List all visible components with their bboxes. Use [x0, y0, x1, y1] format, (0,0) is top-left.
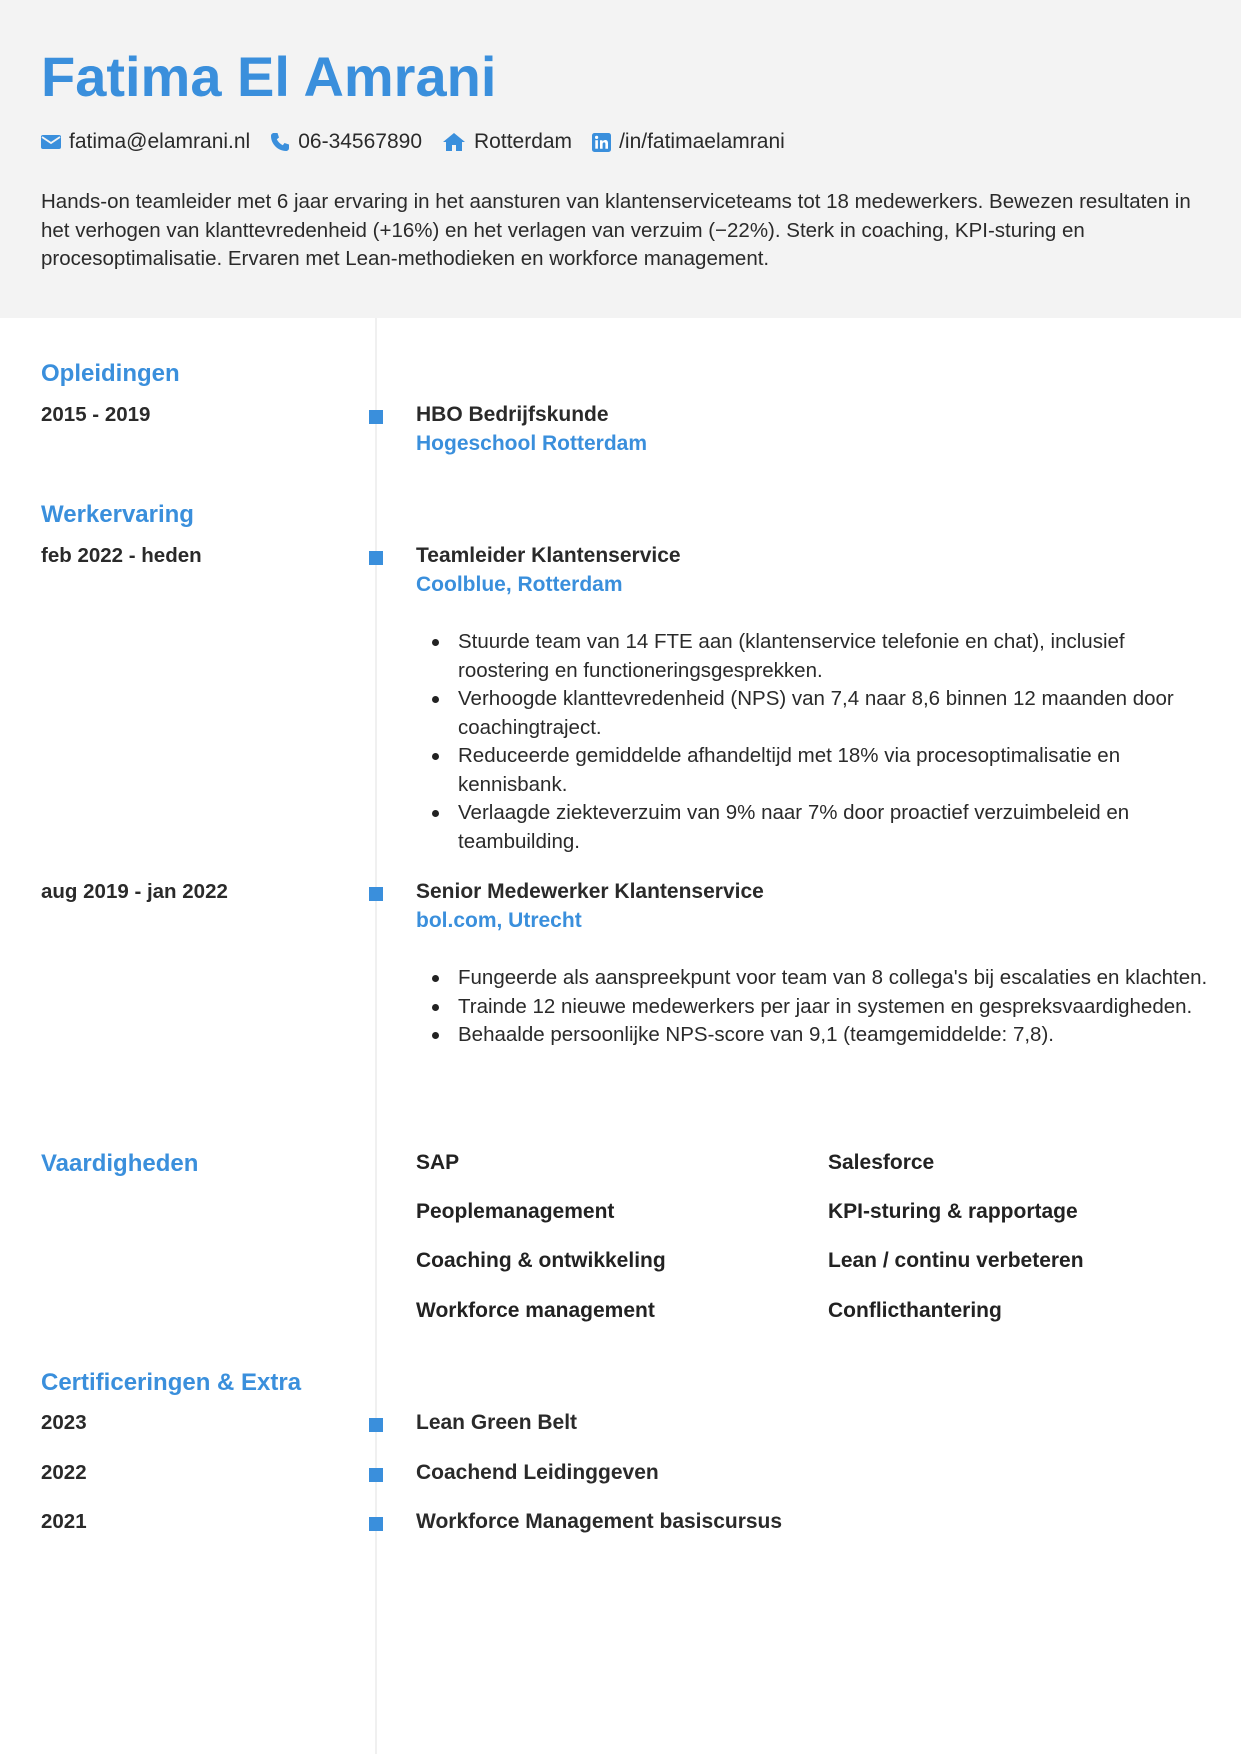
candidate-name: Fatima El Amrani: [41, 45, 497, 108]
section-title-certifications: Certificeringen & Extra: [41, 1369, 302, 1396]
certification-title: Lean Green Belt: [416, 1411, 578, 1434]
education-institution: Hogeschool Rotterdam: [416, 432, 648, 455]
contact-email[interactable]: [41, 130, 250, 154]
home-icon: [442, 132, 466, 152]
experience-date: aug 2019 - jan 2022: [41, 880, 228, 903]
section-title-education: Opleidingen: [41, 360, 180, 387]
certification-year: 2021: [41, 1510, 87, 1533]
phone-icon: [270, 132, 290, 152]
section-title-experience: Werkervaring: [41, 501, 194, 528]
job-bullets: [428, 964, 1208, 1050]
header: [0, 0, 1241, 318]
linkedin-text: /in/fatimaelamrani: [619, 130, 785, 153]
certification-year: 2023: [41, 1411, 87, 1434]
skill-item: Peoplemanagement: [416, 1200, 615, 1223]
city-text: Rotterdam: [474, 130, 573, 153]
timeline-marker: [369, 410, 383, 424]
job-title: Teamleider Klantenservice: [416, 544, 681, 567]
list-item: Trainde 12 nieuwe medewerkers per jaar in systemen en gespreksvaardigheden.: [428, 993, 1208, 1022]
list-item: Verhoogde klanttevredenheid (NPS) van 7,4 naar 8,6 binnen 12 maanden door coachingtraject.: [428, 685, 1208, 742]
certification-title: Workforce Management basiscursus: [416, 1510, 783, 1533]
contact-bar: [41, 127, 805, 157]
job-title: Senior Medewerker Klantenservice: [416, 880, 764, 903]
job-bullets: [428, 628, 1208, 856]
list-item: Behaalde persoonlijke NPS-score van 9,1 (teamgemiddelde: 7,8).: [428, 1021, 1208, 1050]
skill-item: SAP: [416, 1151, 460, 1174]
job-company: Coolblue, Rotterdam: [416, 573, 623, 596]
contact-phone[interactable]: [270, 130, 422, 154]
timeline-marker: [369, 1468, 383, 1482]
skill-item: KPI-sturing & rapportage: [828, 1200, 1078, 1223]
certification-title: Coachend Leidinggeven: [416, 1461, 659, 1484]
timeline-marker: [369, 1418, 383, 1432]
email-text: fatima@elamrani.nl: [69, 130, 251, 153]
list-item: Reduceerde gemiddelde afhandeltijd met 18% via procesoptimalisatie en kennisbank.: [428, 742, 1208, 799]
contact-linkedin[interactable]: [592, 130, 785, 154]
timeline-marker: [369, 551, 383, 565]
list-item: Stuurde team van 14 FTE aan (klantenservice telefonie en chat), inclusief roostering en functioneringsgesprekken.: [428, 628, 1208, 685]
timeline-marker: [369, 1517, 383, 1531]
list-item: Verlaagde ziekteverzuim van 9% naar 7% door proactief verzuimbeleid en teambuilding.: [428, 799, 1208, 856]
skill-item: Conflicthantering: [828, 1299, 1002, 1322]
timeline-divider: [375, 318, 377, 1754]
list-item: Fungeerde als aanspreekpunt voor team van 8 collega's bij escalaties en klachten.: [428, 964, 1208, 993]
skill-item: Workforce management: [416, 1299, 655, 1322]
profile-summary: Hands-on teamleider met 6 jaar ervaring in het aansturen van klantenserviceteams tot 18 medewerkers. Bewezen resultaten in het verhogen van klanttevredenheid (+16%) en het verlagen van verzuim (−22%). Sterk in coaching, KPI-sturing en procesoptimalisatie. Ervaren met Lean-methodieken en workforce management.: [41, 190, 1191, 270]
skill-item: Coaching & ontwikkeling: [416, 1249, 666, 1272]
timeline-marker: [369, 887, 383, 901]
skill-item: Lean / continu verbeteren: [828, 1249, 1084, 1272]
section-title-skills: Vaardigheden: [41, 1150, 199, 1177]
envelope-icon: [41, 134, 61, 150]
contact-city: [442, 130, 572, 154]
certification-year: 2022: [41, 1461, 87, 1484]
education-date: 2015 - 2019: [41, 403, 151, 426]
phone-text: 06-34567890: [298, 130, 423, 153]
linkedin-icon: [592, 133, 611, 152]
job-company: bol.com, Utrecht: [416, 909, 582, 932]
experience-date: feb 2022 - heden: [41, 544, 202, 567]
education-degree: HBO Bedrijfskunde: [416, 403, 609, 426]
skill-item: Salesforce: [828, 1151, 935, 1174]
